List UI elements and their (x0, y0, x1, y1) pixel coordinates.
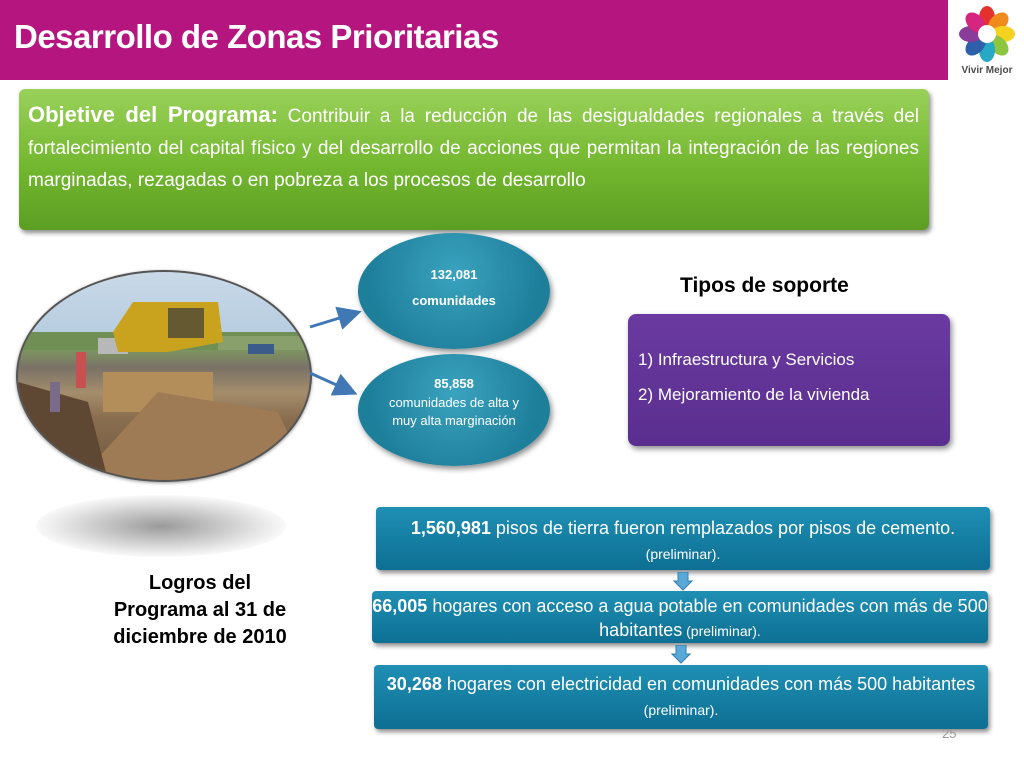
arrow-to-circle-1 (310, 313, 356, 327)
objective-title: Objetive del Programa (28, 102, 271, 127)
construction-photo (16, 270, 312, 482)
communities-label: comunidades (412, 293, 496, 308)
achievement-text: hogares con electricidad en comunidades con más 500 habitantes (441, 674, 976, 694)
vivir-mejor-logo (946, 0, 1024, 80)
objective-box (19, 89, 929, 230)
achievement-box (374, 665, 988, 729)
achievement-text: pisos de tierra fueron remplazados por pisos de cemento. (490, 518, 956, 538)
achievements-heading: Logros del Programa al 31 de diciembre de 2010 (113, 572, 287, 648)
achievement-number: 30,268 (386, 674, 442, 694)
achievement-box (376, 507, 990, 570)
achievement-note: (preliminar). (643, 702, 719, 718)
support-types-box (628, 314, 950, 446)
page-number: 25 (942, 726, 957, 741)
page-title: Desarrollo de Zonas Prioritarias (14, 18, 499, 55)
marginal-communities-circle (358, 354, 550, 466)
communities-circle (358, 233, 550, 349)
support-type-item: 2) Mejoramiento de la vivienda (638, 385, 870, 404)
header-bar (0, 0, 946, 80)
construction-scene-icon (18, 272, 310, 480)
down-arrow-icon (671, 645, 691, 664)
flower-logo-icon (957, 4, 1017, 64)
objective-text: Contribuir a la reducción de las desigualdades regionales a través del fortalecimiento del capital físico y del desarrollo de acciones que permitan la integración de las regiones marginadas, rezagadas o en pobreza a los procesos de desarrollo (28, 106, 920, 191)
achievement-text: hogares con acceso a agua potable en comunidades con más de 500 habitantes (427, 596, 988, 640)
logo-text: Vivir Mejor (961, 65, 1013, 76)
achievement-number: 66,005 (372, 596, 428, 616)
marginal-communities-number: 85,858 (434, 376, 474, 391)
achievement-box (372, 591, 988, 643)
objective-colon: : (270, 102, 278, 127)
support-type-item: 1) Infraestructura y Servicios (638, 350, 855, 369)
arrow-to-circle-2 (310, 373, 352, 392)
communities-number: 132,081 (430, 267, 478, 282)
down-arrow-icon (673, 572, 693, 591)
support-types-title: Tipos de soporte (680, 274, 849, 297)
achievement-number: 1,560,981 (410, 518, 491, 538)
marginal-communities-label: comunidades de alta y muy alta marginación (388, 395, 520, 428)
achievement-note: (preliminar). (682, 623, 761, 639)
photo-shadow (36, 495, 286, 557)
achievement-note: (preliminar). (645, 546, 721, 562)
